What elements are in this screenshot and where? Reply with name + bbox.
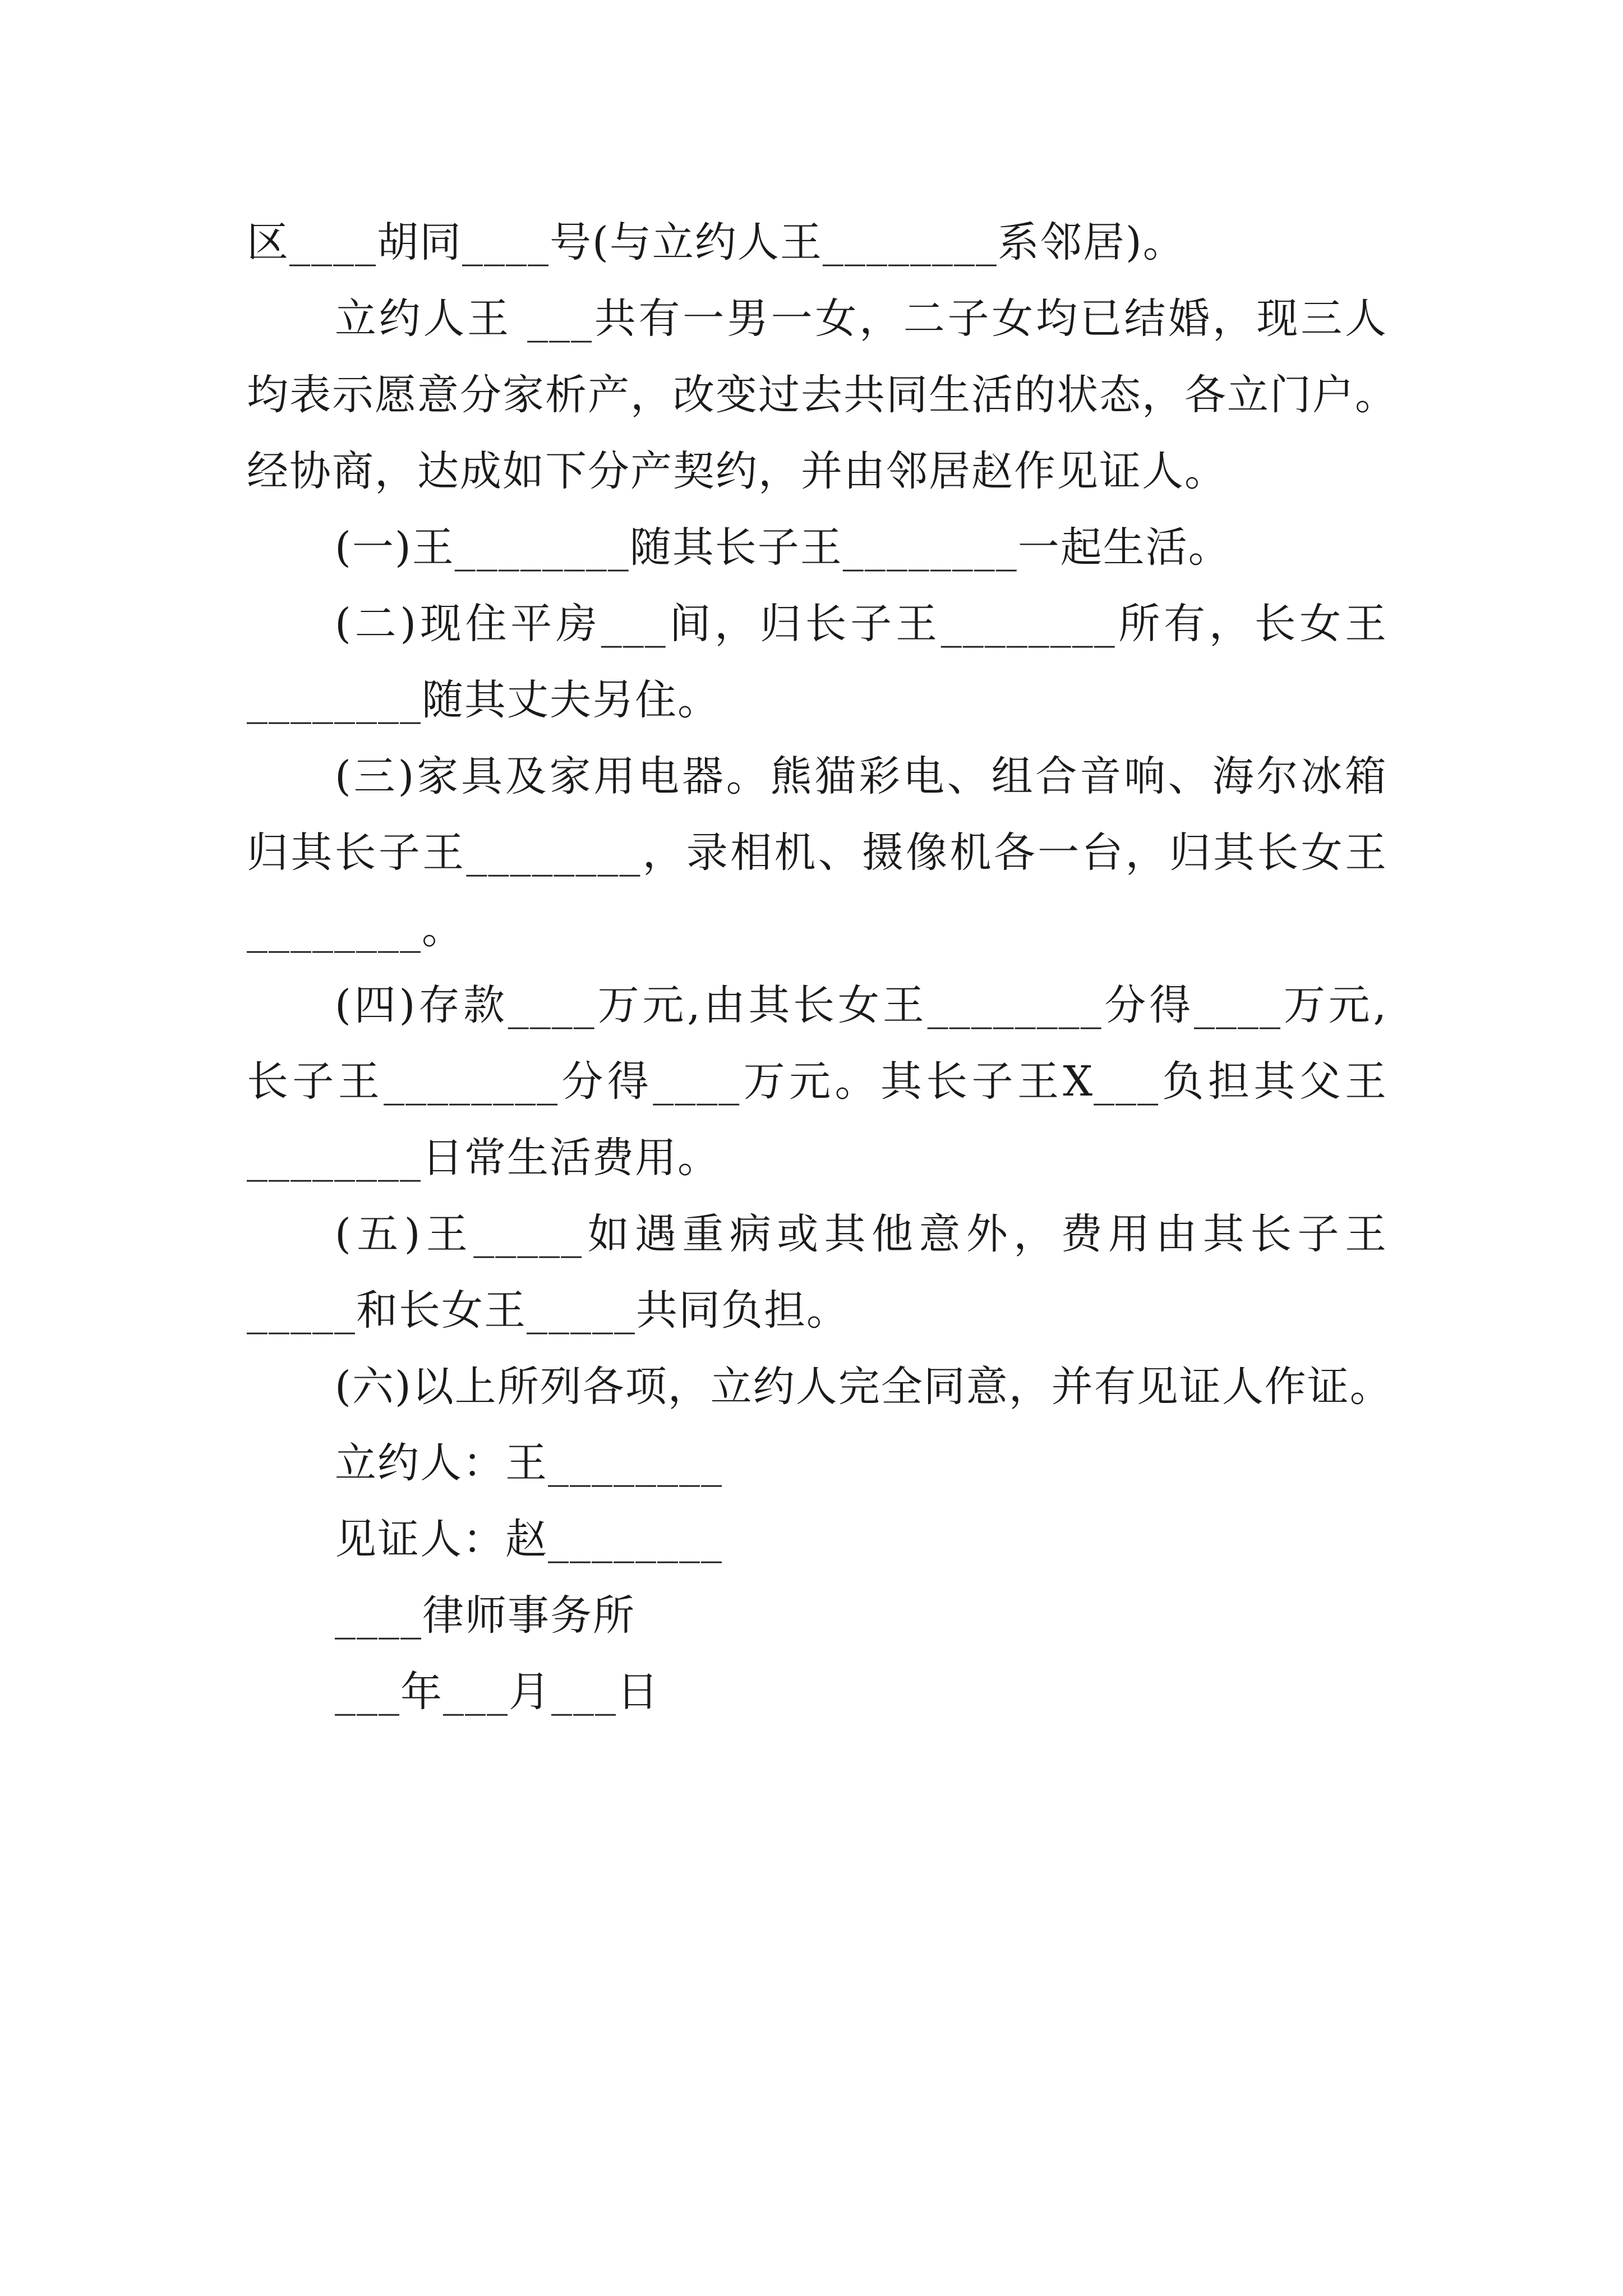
text-line: 均表示愿意分家析产，改变过去共同生活的状态，各立门户。 — [247, 371, 1398, 419]
text-line: 经协商，达成如下分产契约，并由邻居赵作见证人。 — [247, 447, 1227, 495]
signature-witness-line: 见证人：赵________ — [335, 1515, 723, 1563]
text-line: 立约人王 ___共有一男一女，二子女均已结婚，现三人 — [335, 295, 1387, 343]
text-line: (一)王________随其长子王________一起生活。 — [335, 523, 1231, 572]
text-line: ________日常生活费用。 — [247, 1134, 720, 1182]
text-line: 区____胡同____号(与立约人王________系邻居)。 — [247, 218, 1186, 266]
text-line: (三)家具及家用电器。熊猫彩电、组合音响、海尔冰箱 — [335, 752, 1387, 800]
law-firm-line: ____律师事务所 — [335, 1591, 635, 1640]
text-line: ________随其丈夫另住。 — [247, 676, 720, 724]
text-line: (六)以上所列各项，立约人完全同意，并有见证人作证。 — [335, 1363, 1393, 1411]
text-line: _____和长女王_____共同负担。 — [247, 1286, 849, 1335]
text-line: (五)王_____如遇重病或其他意外，费用由其长子王 — [335, 1210, 1387, 1258]
text-line: 归其长子王________，录相机、摄像机各一台，归其长女王 — [247, 829, 1387, 877]
date-line: ___年___月___日 — [335, 1668, 660, 1716]
text-line: 长子王________分得____万元。其长子王X___负担其父王 — [247, 1057, 1387, 1106]
text-line: ________。 — [247, 905, 464, 953]
text-line: (二)现住平房___间，归长子王________所有，长女王 — [335, 600, 1387, 648]
signature-party-line: 立约人：王________ — [335, 1439, 723, 1487]
text-line: (四)存款____万元,由其长女王________分得____万元, — [335, 981, 1387, 1029]
